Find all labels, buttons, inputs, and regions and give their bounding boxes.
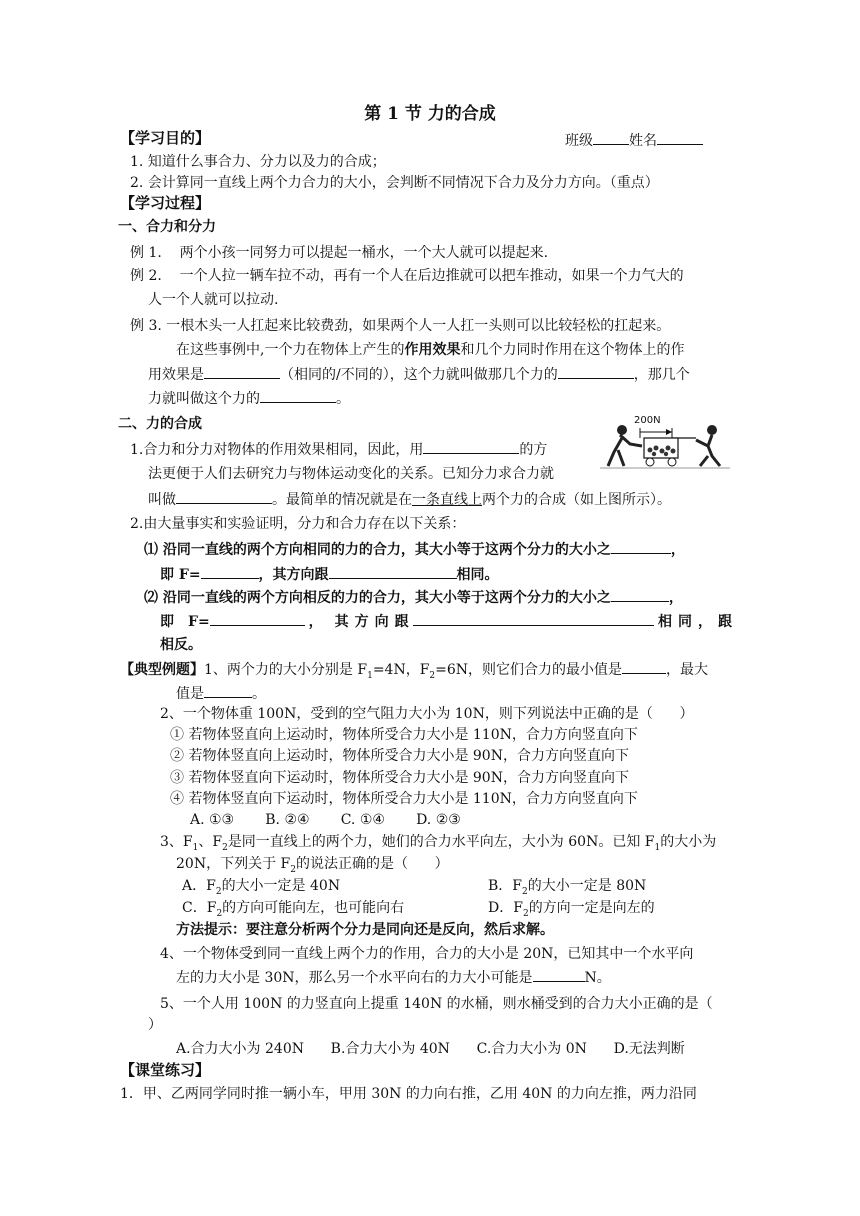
example-q1-line2 (176, 683, 266, 704)
figure-force-label: 200N (634, 415, 661, 426)
blank-f-same[interactable] (201, 564, 259, 579)
q2-option-3: ③ 若物体竖直向下运动时，物体所受合力大小是 90N，合力方向竖直向下 (170, 770, 629, 786)
blank-sum[interactable] (611, 539, 671, 554)
text: 在这些事例中,一个力在物体上产生的 (176, 342, 405, 358)
subscript: 2 (522, 886, 528, 897)
heading-force-composition: 二、力的合成 (118, 416, 202, 432)
blank-direction-same[interactable] (329, 564, 457, 579)
text: =4N，F (372, 662, 430, 678)
text: 1、两个力的大小分别是 F (204, 662, 368, 678)
text: D．F (488, 900, 523, 916)
rule-2-line2 (160, 611, 732, 632)
section-purpose: 【学习目的】 (120, 129, 211, 147)
text: F= (188, 614, 210, 630)
cart-push-pull-figure (600, 410, 732, 474)
class-name-fields (565, 130, 703, 151)
rule-2-line1: ⑵ 沿同一直线的两个方向相反的力的合力，其大小等于这两个分力的大小之 ， (144, 587, 683, 608)
text: 跟 (718, 614, 732, 630)
example-3: 例 3. 一根木头一人扛起来比较费劲，如果两个人一人扛一头则可以比较轻松的扛起来。 (130, 318, 671, 334)
text: ⑴ 沿同一直线的两个方向相同的力的合力，其大小等于这两个分力的大小之 (144, 542, 611, 558)
text: 20N，下列关于 F (176, 856, 291, 872)
example-q2: 2、一个物体重 100N，受到的空气阻力大小为 10N，则下列说法中正确的是（ ） (160, 706, 694, 722)
text: （相同的/不同的），这个力就叫做那几个力的 (280, 367, 558, 383)
text: 相 (658, 614, 672, 630)
text: 即 (160, 614, 174, 630)
text: ，最大 (666, 662, 709, 678)
blank-composition[interactable] (176, 489, 272, 504)
q2-option-4: ④ 若物体竖直向下运动时，物体所受合力大小是 110N，合力方向竖直向下 (170, 791, 638, 807)
subscript: 1 (192, 842, 199, 853)
q2-choices: A. ①③ B. ②④ C. ①④ D. ②③ (190, 812, 461, 828)
name-blank[interactable] (657, 130, 703, 145)
blank-same-different[interactable] (204, 364, 280, 379)
text: 值是 (176, 686, 204, 702)
text: 3、F (160, 834, 193, 850)
class-blank[interactable] (593, 130, 629, 145)
example-q4-line1: 4、一个物体受到同一直线上两个力的作用，合力的大小是 20N，已知其中一个水平向 (160, 946, 694, 962)
q2-option-2: ② 若物体竖直向上运动时，物体所受合力大小是 90N，合力方向竖直向下 (170, 748, 629, 764)
text: 的说法正确的是（ ） (295, 856, 449, 872)
text: 方 (354, 614, 369, 630)
text: 相同。 (456, 567, 499, 583)
text: 即 F= (160, 567, 201, 583)
blank-min[interactable] (622, 659, 666, 674)
text: 两个力的合成（如上图所示）。 (482, 492, 671, 508)
text: 左的力大小是 30N，那么另一个水平向右的力大小可能是 (176, 970, 533, 986)
blank-force-right[interactable] (533, 967, 585, 982)
text: 的方向一定是向左的 (528, 900, 655, 916)
text: ， (308, 614, 323, 630)
subscript: 2 (429, 670, 436, 681)
underlined-same-line: 一条直线上 (412, 492, 482, 508)
text: ， (698, 614, 712, 630)
concept-para-line3 (148, 388, 350, 409)
text: 的方 (519, 442, 548, 458)
heading-class-practice: 【课堂练习】 (120, 1061, 211, 1079)
text: 力就叫做这个力的 (148, 391, 260, 407)
text: 叫做 (148, 492, 176, 508)
example-q5-line1: 5、一个人用 100N 的力竖直向上提重 140N 的水桶，则水桶受到的合力大小正确的是（ (160, 996, 713, 1012)
text: 其 (334, 614, 349, 630)
subscript: 1 (654, 842, 661, 853)
text: ，其方向跟 (258, 567, 329, 583)
rule-1-line2 (160, 564, 499, 585)
text: 跟 (394, 614, 409, 630)
text: 的大小为 (660, 834, 717, 850)
blank-direction-opposite[interactable] (413, 611, 654, 626)
blank-difference[interactable] (611, 587, 669, 602)
text: 是同一直线上的两个力，她们的合力水平向左，大小为 60N。已知 F (227, 834, 655, 850)
rule-2-line3: 相反。 (160, 637, 202, 653)
text: 同 (678, 614, 692, 630)
item-1-line1 (130, 439, 547, 460)
goal-2: 2. 会计算同一直线上两个力合力的大小，会判断不同情况下合力及分力方向。（重点） (130, 175, 659, 191)
text: 。 (252, 686, 266, 702)
practice-1: 1．甲、乙两同学同时推一辆小车，甲用 30N 的力向右推，乙用 40N 的力向左推，两力沿同 (120, 1086, 697, 1102)
item-1-line2: 法更便于人们去研究力与物体运动变化的关系。已知分力求合力就 (148, 466, 554, 482)
text: 和几个力同时作用在这个物体上的作 (460, 342, 685, 358)
goal-1: 1. 知道什么事合力、分力以及力的合成； (130, 154, 386, 170)
concept-para-line1 (176, 340, 684, 360)
subscript: 2 (216, 908, 223, 919)
text: 向 (374, 614, 389, 630)
example-2-line1: 例 2. 一个人拉一辆车拉不动，再有一个人在后边推就可以把车推动，如果一个力气大的 (130, 268, 684, 284)
example-q5-line2: ） (148, 1017, 162, 1033)
example-q4-line2 (176, 967, 611, 988)
example-2-line2: 人一个人就可以拉动. (148, 292, 279, 308)
text: =6N，则它们合力的最小值是 (435, 662, 623, 678)
section-process: 【学习过程】 (120, 194, 211, 212)
heading-typical-examples: 【典型例题】 (120, 662, 204, 678)
text: 的方向可能向左，也可能向右 (222, 900, 405, 916)
text: A．F (182, 878, 216, 894)
subscript: 2 (215, 886, 222, 897)
heading-resultant-component: 一、合力和分力 (118, 219, 216, 235)
blank-f-opposite[interactable] (210, 611, 305, 626)
example-q1-line1 (120, 659, 708, 686)
subscript: 1 (367, 670, 373, 681)
subscript: 2 (290, 864, 296, 875)
text: B．F (488, 878, 523, 894)
bold-effect: 作用效果 (404, 342, 461, 358)
item-1-line3 (148, 489, 671, 510)
class-label: 班级 (565, 133, 593, 149)
subscript: 2 (222, 842, 228, 853)
rule-1-line1: ⑴ 沿同一直线的两个方向相同的力的合力，其大小等于这两个分力的大小之 ， (144, 539, 685, 560)
text: 。最简单的情况就是在 (272, 492, 412, 508)
blank-resultant[interactable] (558, 364, 634, 379)
item-2: 2.由大量事实和实验证明，分力和合力存在以下关系： (130, 516, 466, 532)
name-label: 姓名 (629, 133, 657, 149)
text: 的大小一定是 80N (527, 878, 647, 894)
text: 。 (336, 391, 350, 407)
blank-equivalent-replacement[interactable] (423, 439, 519, 454)
text: 的大小一定是 40N (221, 878, 341, 894)
page-title: 第 1 节 力的合成 (364, 104, 496, 124)
subscript: 2 (522, 908, 529, 919)
text: ⑵ 沿同一直线的两个方向相反的力的合力，其大小等于这两个分力的大小之 (144, 590, 611, 606)
example-1: 例 1. 两个小孩一同努力可以提起一桶水，一个大人就可以提起来. (130, 245, 549, 261)
concept-para-line2 (148, 364, 690, 385)
text: ，那几个 (633, 367, 690, 383)
q2-option-1: ① 若物体竖直向上运动时，物体所受合力大小是 110N，合力方向竖直向下 (170, 727, 638, 743)
text: C．F (182, 900, 217, 916)
method-tip: 方法提示：要注意分析两个分力是同向还是反向，然后求解。 (176, 922, 554, 938)
text: N。 (584, 970, 611, 986)
q5-choices: A.合力大小为 240N B.合力大小为 40N C.合力大小为 0N D.无法判断 (176, 1041, 685, 1057)
text: 1.合力和分力对物体的作用效果相同，因此，用 (130, 442, 424, 458)
text: 、F (198, 834, 223, 850)
text: 用效果是 (148, 367, 204, 383)
blank-component[interactable] (260, 388, 336, 403)
blank-max[interactable] (204, 683, 252, 698)
